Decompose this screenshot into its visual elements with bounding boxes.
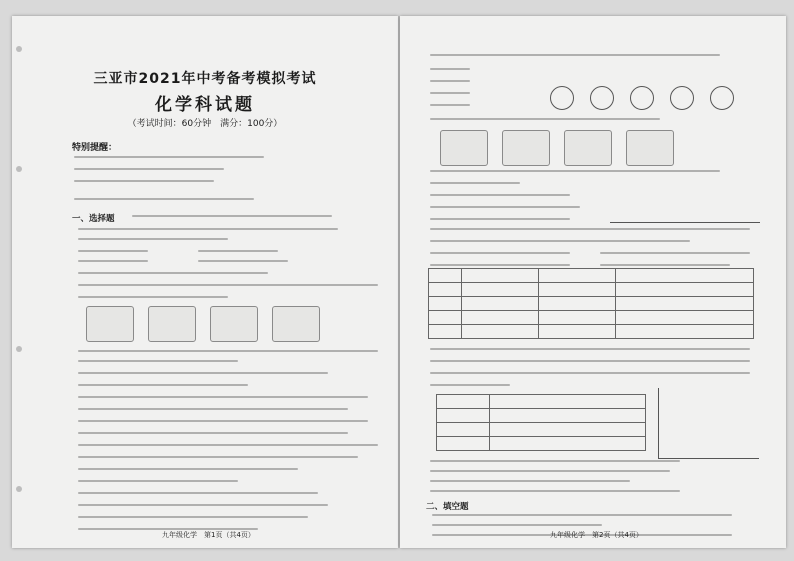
exam-page-left: [12, 16, 398, 548]
question-13-table: [428, 268, 754, 339]
tool-icon: [564, 130, 612, 166]
question-10-objects: [440, 130, 674, 166]
exam-time-info: （考试时间：60分钟 满分：100分）: [127, 119, 283, 129]
apparatus-a-icon: [86, 306, 134, 342]
section-fill-in: 二、填空题: [426, 502, 469, 512]
exam-subject: 化学科试题: [155, 95, 255, 115]
wok-icon: [626, 130, 674, 166]
question-14-graph: [658, 388, 759, 459]
exam-page-right: [400, 16, 786, 548]
apparatus-d-icon: [272, 306, 320, 342]
teapot-icon: [502, 130, 550, 166]
question-14-table: [436, 394, 646, 451]
page-footer-right: 九年级化学 第2页（共4页）: [550, 531, 643, 539]
page-footer-left: 九年级化学 第1页（共4页）: [162, 531, 255, 539]
section-multiple-choice: 一、选择题: [72, 214, 115, 224]
apparatus-b-icon: [148, 306, 196, 342]
exam-title: 三亚市2021年中考备考模拟考试: [93, 71, 317, 87]
tips-title: 特别提醒：: [72, 143, 118, 153]
question-3-apparatus: [86, 306, 320, 342]
plate-icon: [440, 130, 488, 166]
ph-scale: [610, 204, 760, 223]
atom-structure-diagram: [550, 82, 750, 112]
apparatus-c-icon: [210, 306, 258, 342]
